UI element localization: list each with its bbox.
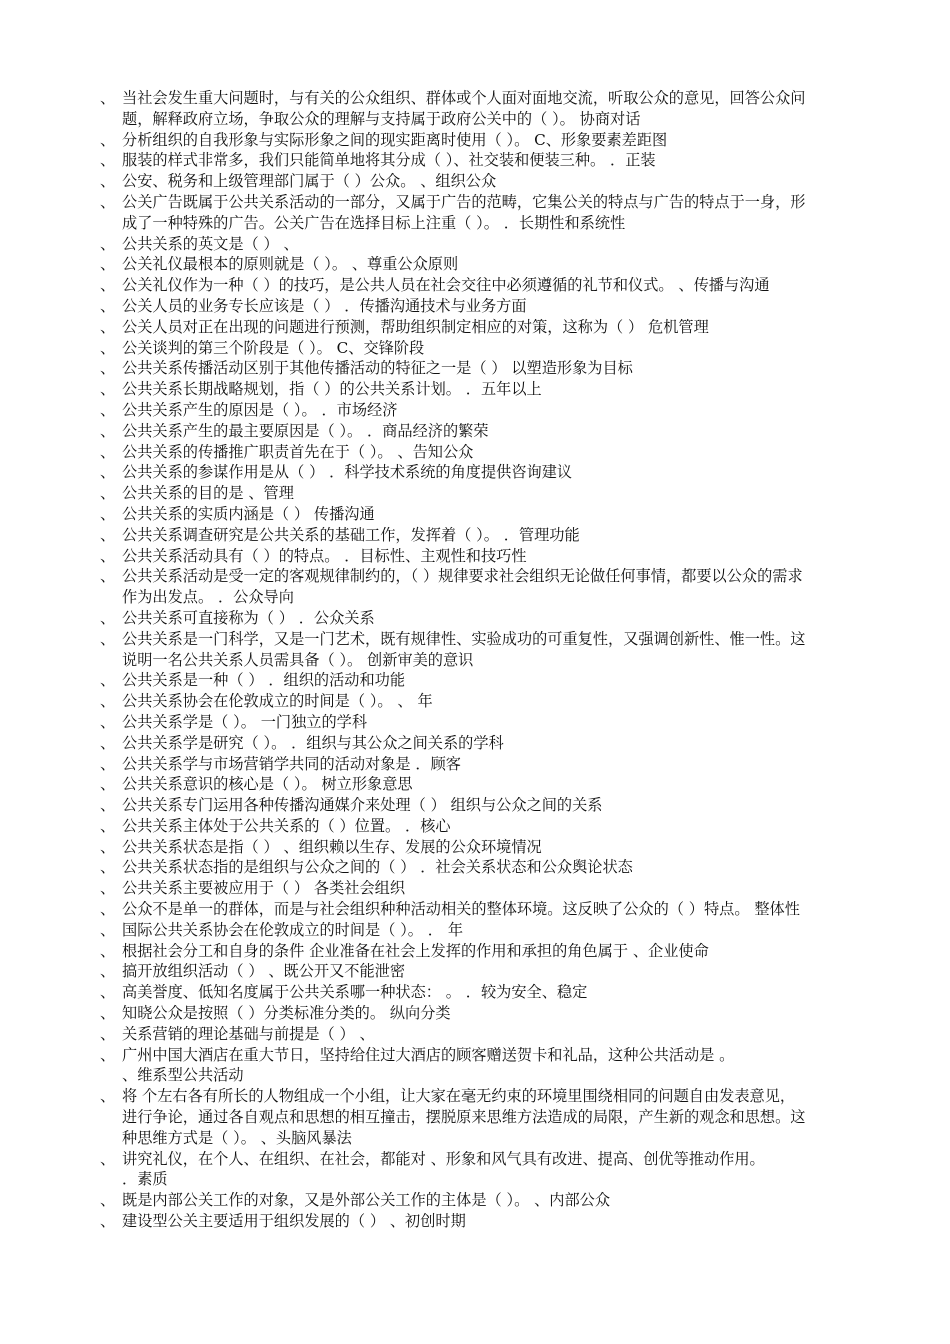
list-bullet: 、: [100, 796, 116, 815]
list-bullet: 、: [100, 920, 116, 939]
question-text: 公安、税务和上级管理部门属于（ ）公众。 、组织公众: [122, 172, 497, 191]
list-bullet: 、: [100, 234, 116, 253]
question-text: 国际公共关系协会在伦敦成立的时间是（ ）。 ． 年: [122, 920, 464, 939]
question-text: 进行争论，通过各自观点和思想的相互撞击，摆脱原来思维方法造成的局限，产生新的观念和思想。这: [122, 1108, 806, 1127]
list-bullet: 、: [100, 130, 116, 149]
question-text: 公共关系学与市场营销学共同的活动对象是 ．顾客: [122, 754, 461, 773]
question-text: 关系营销的理论基础与前提是（ ） 、: [122, 1024, 375, 1043]
question-line: [0, 379, 880, 400]
list-bullet: 、: [100, 1004, 116, 1023]
question-line: [0, 733, 880, 754]
question-line: [0, 1149, 880, 1170]
question-line: [0, 400, 880, 421]
list-bullet: 、: [100, 962, 116, 981]
list-bullet: 、: [100, 255, 116, 274]
question-line: [0, 504, 880, 525]
list-bullet: 、: [100, 421, 116, 440]
list-bullet: 、: [100, 775, 116, 794]
question-text: 种思维方式是（ ）。 、头脑风暴法: [122, 1128, 352, 1147]
question-text: 公共关系协会在伦敦成立的时间是（ ）。 、 年: [122, 692, 433, 711]
question-text: 公共关系主体处于公共关系的（ ）位置。 ．核心: [122, 816, 451, 835]
list-bullet: 、: [100, 1212, 116, 1231]
question-line: [0, 754, 880, 775]
list-bullet: 、: [100, 359, 116, 378]
question-line-continuation: [0, 1128, 880, 1149]
question-line: [0, 566, 880, 587]
list-bullet: 、: [100, 983, 116, 1002]
list-bullet: 、: [100, 1149, 116, 1168]
question-line: [0, 130, 880, 151]
list-bullet: 、: [100, 941, 116, 960]
question-line-continuation: [0, 1065, 880, 1086]
question-text: 公关人员对正在出现的问题进行预测，帮助组织制定相应的对策，这称为（ ） 危机管理: [122, 317, 709, 336]
question-line: [0, 338, 880, 359]
question-line: [0, 982, 880, 1003]
question-line: [0, 795, 880, 816]
question-text: 公共关系传播活动区别于其他传播活动的特征之一是（ ） 以塑造形象为目标: [122, 359, 633, 378]
question-line: [0, 88, 880, 109]
question-text: 既是内部公关工作的对象，又是外部公关工作的主体是（ ）。 、内部公众: [122, 1191, 611, 1210]
question-line: [0, 961, 880, 982]
question-text: 公共关系专门运用各种传播沟通媒介来处理（ ） 组织与公众之间的关系: [122, 796, 603, 815]
question-text: ．素质: [122, 1170, 168, 1189]
question-text: 广州中国大酒店在重大节日，坚持给住过大酒店的顾客赠送贺卡和礼品，这种公共活动是 。: [122, 1045, 735, 1064]
question-text: 公共关系状态是指（ ） 、组织赖以生存、发展的公众环境情况: [122, 837, 542, 856]
list-bullet: 、: [100, 151, 116, 170]
list-bullet: 、: [100, 484, 116, 503]
question-line: [0, 358, 880, 379]
question-line: [0, 920, 880, 941]
question-text: 公众不是单一的群体，而是与社会组织种种活动相关的整体环境。这反映了公众的（ ）特点。 整体性: [122, 900, 800, 919]
question-text: 公共关系是一种（ ） ．组织的活动和功能: [122, 671, 406, 690]
list-bullet: 、: [100, 442, 116, 461]
question-line-continuation: [0, 1169, 880, 1190]
list-bullet: 、: [100, 400, 116, 419]
question-line: [0, 171, 880, 192]
question-line: [0, 254, 880, 275]
question-line: [0, 1024, 880, 1045]
question-line: [0, 483, 880, 504]
list-bullet: 、: [100, 525, 116, 544]
list-bullet: 、: [100, 879, 116, 898]
question-text: 公共关系是一门科学，又是一门艺术，既有规律性、实验成功的可重复性，又强调创新性、惟一性。这: [122, 629, 806, 648]
question-text: 公共关系长期战略规划，指（ ）的公共关系计划。 ．五年以上: [122, 380, 542, 399]
question-text: 公关礼仪最根本的原则就是（ ）。 、尊重公众原则: [122, 255, 459, 274]
question-text: 公共关系产生的原因是（ ）。 ．市场经济: [122, 400, 398, 419]
list-bullet: 、: [100, 712, 116, 731]
list-bullet: 、: [100, 567, 116, 586]
question-text: 作为出发点。 ．公众导向: [122, 588, 294, 607]
question-text: 公共关系的英文是（ ） 、: [122, 234, 299, 253]
question-line-continuation: [0, 650, 880, 671]
question-line: [0, 712, 880, 733]
question-text: 当社会发生重大问题时，与有关的公众组织、群体或个人面对面地交流，听取公众的意见，回答公众问: [122, 89, 806, 107]
question-text: 公共关系主要被应用于（ ） 各类社会组织: [122, 879, 406, 898]
question-line: [0, 857, 880, 878]
question-text: 公共关系活动具有（ ）的特点。 ．目标性、主观性和技巧性: [122, 546, 527, 565]
list-bullet: 、: [100, 504, 116, 523]
question-line: [0, 691, 880, 712]
question-line: [0, 670, 880, 691]
question-text: 讲究礼仪，在个人、在组织、在社会，都能对 、形象和风气具有改进、提高、创优等推动作用。: [122, 1149, 765, 1168]
question-text: 公共关系意识的核心是（ ）。 树立形象意思: [122, 775, 413, 794]
list-bullet: 、: [100, 671, 116, 690]
question-line: [0, 317, 880, 338]
question-text: 公共关系活动是受一定的客观规律制约的，（ ）规律要求社会组织无论做任何事情，都要以公众的需求: [122, 567, 803, 586]
question-text: 分析组织的自我形象与实际形象之间的现实距离时使用（ ）。 C、形象要素差距图: [122, 130, 668, 149]
question-line: [0, 421, 880, 442]
question-line: [0, 1211, 880, 1232]
question-text: 搞开放组织活动（ ） 、既公开又不能泄密: [122, 962, 406, 981]
question-line: [0, 296, 880, 317]
question-text: 根据社会分工和自身的条件 企业准备在社会上发挥的作用和承担的角色属于 、企业使命: [122, 941, 709, 960]
question-line: [0, 525, 880, 546]
question-line: [0, 878, 880, 899]
question-line: [0, 192, 880, 213]
question-line: [0, 629, 880, 650]
question-text: 公共关系产生的最主要原因是（ ）。 ．商品经济的繁荣: [122, 421, 489, 440]
question-line: [0, 608, 880, 629]
list-bullet: 、: [100, 858, 116, 877]
question-text: 公共关系的目的是 、管理: [122, 484, 294, 503]
question-text: 公共关系的实质内涵是（ ） 传播沟通: [122, 504, 375, 523]
list-bullet: 、: [100, 317, 116, 336]
question-text: 公关广告既属于公共关系活动的一部分，又属于广告的范畴，它集公关的特点与广告的特点于一身，形: [122, 192, 806, 211]
question-line: [0, 234, 880, 255]
question-text: 公共关系学是研究（ ）。 ．组织与其公众之间关系的学科: [122, 733, 504, 752]
list-bullet: 、: [100, 900, 116, 919]
list-bullet: 、: [100, 192, 116, 211]
question-line-continuation: [0, 1107, 880, 1128]
list-bullet: 、: [100, 89, 116, 107]
list-bullet: 、: [100, 733, 116, 752]
question-text: 公关谈判的第三个阶段是（ ）。 C、交锋阶段: [122, 338, 425, 357]
question-line-continuation: [0, 213, 880, 234]
list-bullet: 、: [100, 1024, 116, 1043]
list-bullet: 、: [100, 338, 116, 357]
question-text: 公共关系的传播推广职责首先在于（ ）。 、告知公众: [122, 442, 474, 461]
question-text: 公共关系学是（ ）。 一门独立的学科: [122, 712, 368, 731]
list-bullet: 、: [100, 380, 116, 399]
list-bullet: 、: [100, 692, 116, 711]
question-line: [0, 1086, 880, 1107]
question-text: 将 个左右各有所长的人物组成一个小组，让大家在毫无约束的环境里围绕相同的问题自由发表意见，: [122, 1087, 796, 1106]
list-bullet: 、: [100, 754, 116, 773]
list-bullet: 、: [100, 837, 116, 856]
question-text: 公关礼仪作为一种（ ）的技巧，是公共人员在社会交往中必须遵循的礼节和仪式。 、传播与沟通: [122, 276, 770, 295]
list-bullet: 、: [100, 629, 116, 648]
question-line-continuation: [0, 587, 880, 608]
question-text: 高美誉度、低知名度属于公共关系哪一种状态： 。 ．较为安全、稳定: [122, 983, 588, 1002]
question-line-continuation: [0, 109, 880, 130]
question-line: [0, 546, 880, 567]
question-text: 知晓公众是按照（ ）分类标准分类的。 纵向分类: [122, 1004, 451, 1023]
list-bullet: 、: [100, 1045, 116, 1064]
question-line: [0, 816, 880, 837]
list-bullet: 、: [100, 463, 116, 482]
question-line: [0, 1003, 880, 1024]
question-line: [0, 150, 880, 171]
question-text: 服装的样式非常多，我们只能简单地将其分成（ ）、社交装和便装三种。 ．正装: [122, 151, 656, 170]
list-bullet: 、: [100, 608, 116, 627]
question-line: [0, 1190, 880, 1211]
question-text: 题，解释政府立场，争取公众的理解与支持属于政府公关中的（ ）。 协商对话: [122, 109, 641, 128]
question-text: 公共关系的参谋作用是从（ ） ．科学技术系统的角度提供咨询建议: [122, 463, 573, 482]
question-line: [0, 462, 880, 483]
question-text: 公关人员的业务专长应该是（ ） ．传播沟通技术与业务方面: [122, 296, 527, 315]
question-line: [0, 1045, 880, 1066]
question-line: [0, 837, 880, 858]
question-list: [0, 88, 950, 1232]
list-bullet: 、: [100, 276, 116, 295]
question-text: 成了一种特殊的广告。公关广告在选择目标上注重（ ）。 ．长期性和系统性: [122, 213, 626, 232]
list-bullet: 、: [100, 1087, 116, 1106]
question-text: 公共关系可直接称为（ ） ．公众关系: [122, 608, 375, 627]
question-line: [0, 899, 880, 920]
question-text: 建设型公关主要适用于组织发展的（ ） 、初创时期: [122, 1212, 466, 1231]
question-text: 、维系型公共活动: [122, 1066, 244, 1085]
question-text: 公共关系状态指的是组织与公众之间的（ ） ．社会关系状态和公众舆论状态: [122, 858, 633, 877]
question-line: [0, 442, 880, 463]
question-text: 公共关系调查研究是公共关系的基础工作，发挥着（ ）。 ．管理功能: [122, 525, 580, 544]
list-bullet: 、: [100, 172, 116, 191]
list-bullet: 、: [100, 816, 116, 835]
question-line: [0, 774, 880, 795]
question-line: [0, 941, 880, 962]
list-bullet: 、: [100, 546, 116, 565]
list-bullet: 、: [100, 296, 116, 315]
list-bullet: 、: [100, 1191, 116, 1210]
question-text: 说明一名公共关系人员需具备（ ）。 创新审美的意识: [122, 650, 474, 669]
question-line: [0, 275, 880, 296]
